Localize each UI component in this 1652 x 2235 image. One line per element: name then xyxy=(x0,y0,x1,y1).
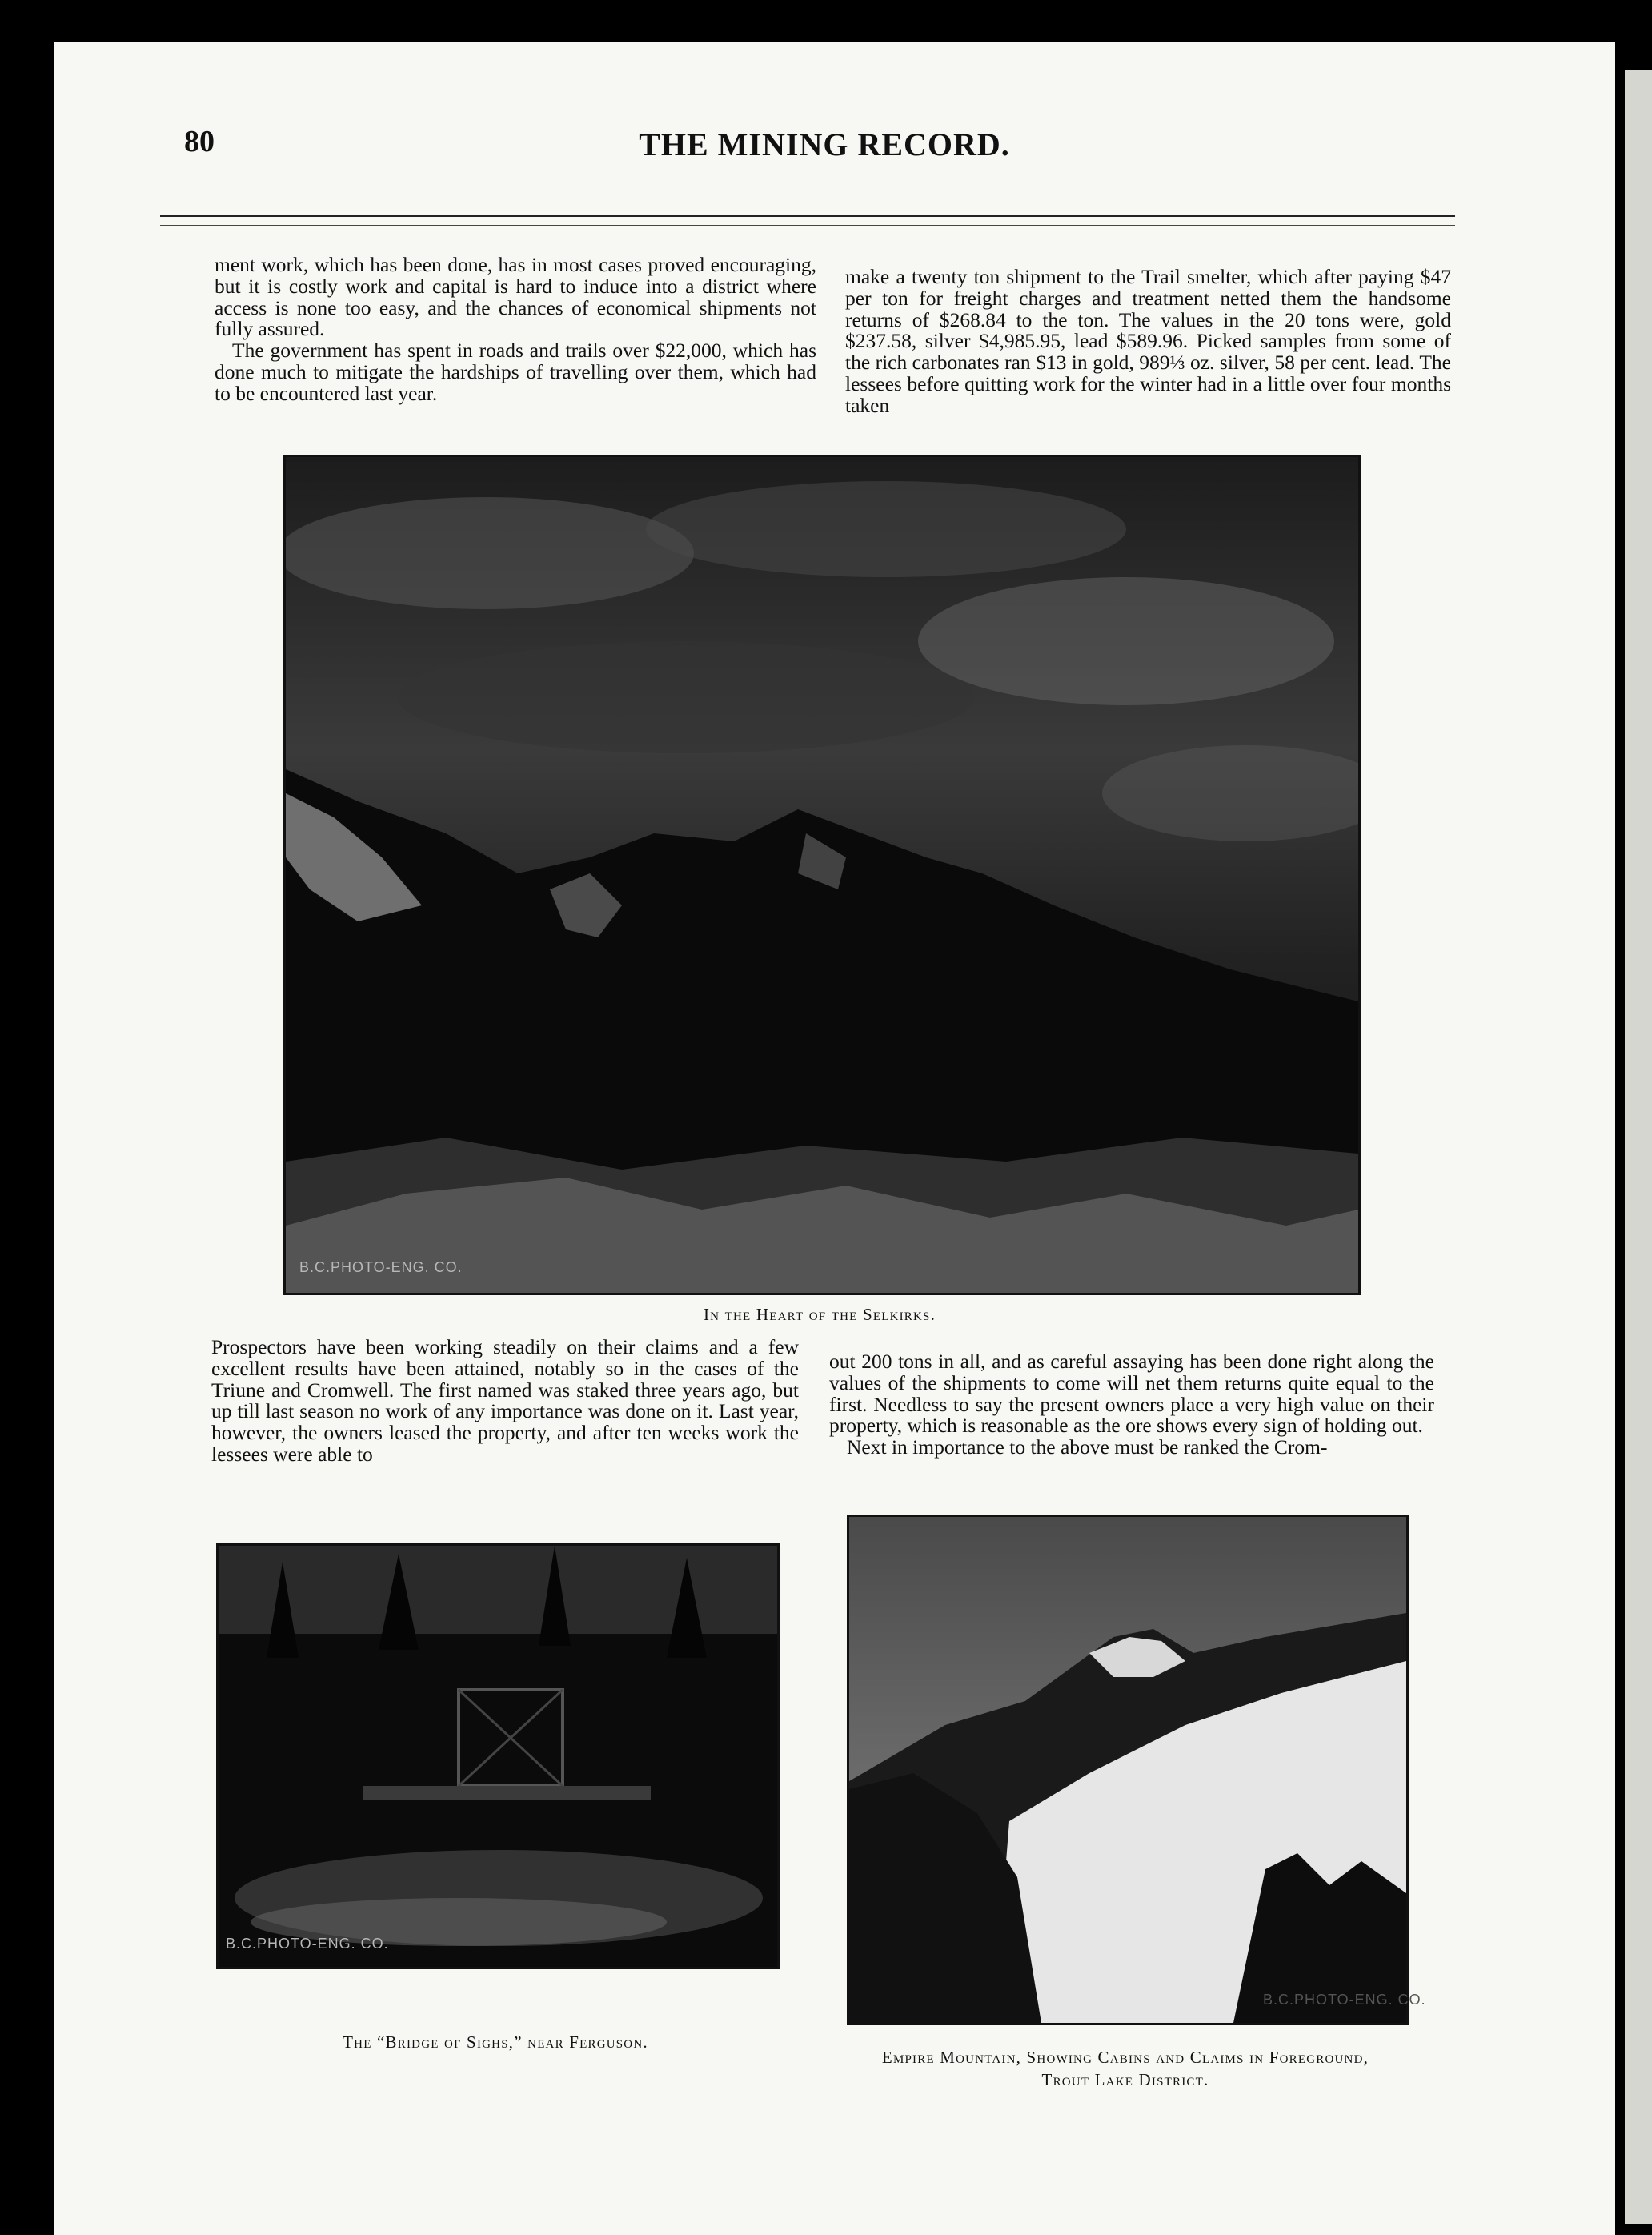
adjacent-page-edge xyxy=(1625,70,1652,2224)
header-rule xyxy=(160,215,1455,226)
mountain-landscape-image xyxy=(286,457,1358,1293)
paragraph: out 200 tons in all, and as careful assaying has been done right along the values of the shipments to come will net them returns quite equal to the first. Needless to say the present owners place a very high value on their property, which is reasonable as the ore shows every sign of holding out. xyxy=(829,1350,1434,1438)
paragraph: ment work, which has been done, has in most cases proved encouraging, but it is costly work and capital is hard to induce into a district where access is none too easy, and the chances of economical shipments not fully assured. xyxy=(215,253,816,341)
column-1-middle xyxy=(211,1337,799,1466)
caption-line: Trout Lake District. xyxy=(1041,2070,1209,2089)
page-header xyxy=(184,124,1465,180)
paragraph: Next in importance to the above must be ranked the Crom- xyxy=(847,1435,1328,1459)
caption-empire-mountain xyxy=(816,2046,1434,2091)
caption-heart-of-selkirks: In the Heart of the Selkirks. xyxy=(703,1305,936,1324)
paragraph: Prospectors have been working steadily on their claims and a few excellent results have been attained, notably so in the cases of the Triune and Cromwell. The first named was staked three years ago, but up till last season no work of any importance was done on it. Last year, however, the owners leased the property, and after ten weeks work the lessees were able to xyxy=(211,1335,799,1466)
column-1-top xyxy=(215,255,816,405)
paragraph: The government has spent in roads and trails over $22,000, which has done much to mitigate the hardships of travelling over them, which had to be encountered last year. xyxy=(215,339,816,405)
photo-empire-mountain xyxy=(847,1515,1409,2025)
caption-line: Empire Mountain, Showing Cabins and Claims in Foreground, xyxy=(881,2048,1369,2067)
journal-title: THE MINING RECORD. xyxy=(639,126,1010,163)
photo-heart-of-selkirks xyxy=(283,455,1361,1295)
paragraph: make a twenty ton shipment to the Trail smelter, which after paying $47 per ton for freight charges and treatment netted them the handsome returns of $268.84 to the ton. The values in the 20 tons were, gold $237.58, silver $4,985.95, lead $589.96. Picked samples from some of the rich carbonates ran $13 in gold, 989⅓ oz. silver, 58 per cent. lead. The lessees before quitting work for the winter had in a little over four months taken xyxy=(845,265,1451,417)
photo-bridge-of-sighs xyxy=(216,1543,780,1969)
empire-mountain-image xyxy=(849,1517,1406,2023)
page-number: 80 xyxy=(184,125,215,158)
engraver-credit: B.C.PHOTO-ENG. CO. xyxy=(1263,1992,1426,2008)
column-2-middle xyxy=(829,1351,1434,1459)
engraver-credit: B.C.PHOTO-ENG. CO. xyxy=(299,1259,463,1275)
engraver-credit: B.C.PHOTO-ENG. CO. xyxy=(226,1936,389,1952)
caption-bridge-of-sighs: The “Bridge of Sighs,” near Ferguson. xyxy=(343,2032,648,2052)
bridge-image xyxy=(219,1546,777,1967)
column-2-top xyxy=(845,267,1451,417)
